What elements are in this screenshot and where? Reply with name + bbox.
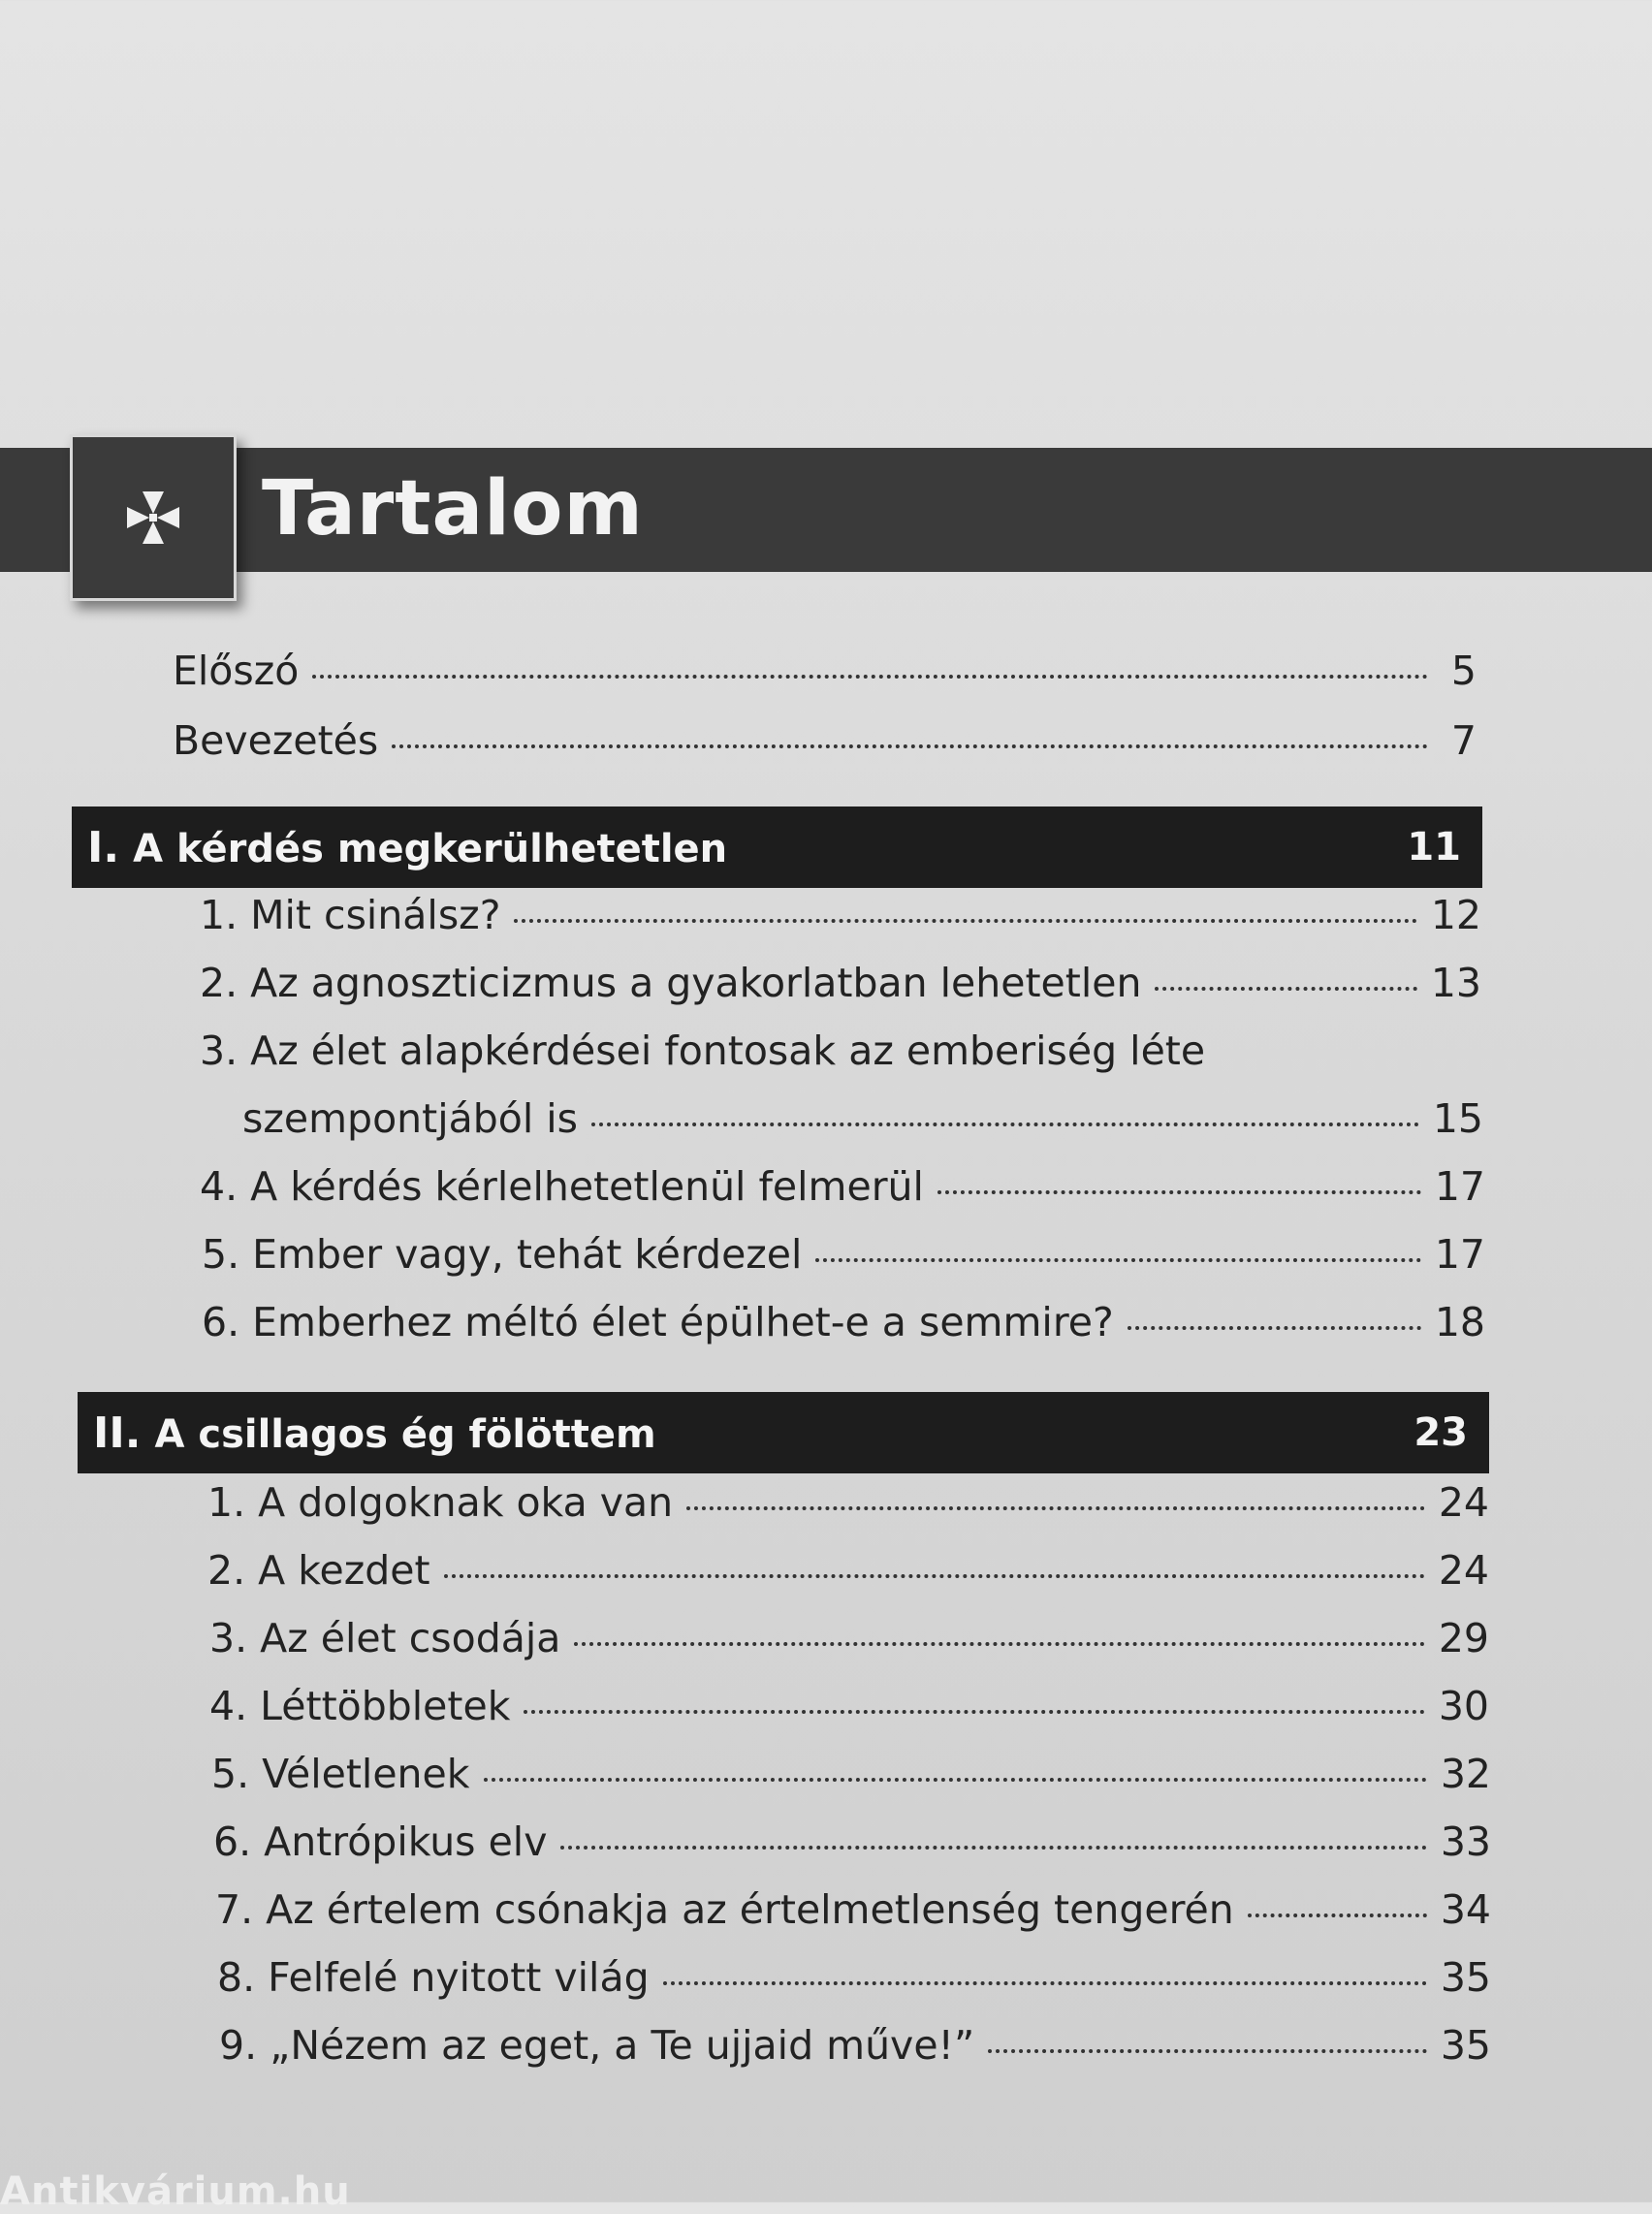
- leader-dots: [1128, 1326, 1421, 1330]
- toc-entry-page: 24: [1438, 1547, 1489, 1594]
- toc-entry[interactable]: [213, 1819, 1491, 1865]
- toc-entry-label: 3. Az élet csodája: [209, 1615, 561, 1661]
- toc-entry-page: 15: [1432, 1095, 1483, 1142]
- toc-entry-page: 17: [1434, 1231, 1485, 1278]
- toc-entry[interactable]: [202, 1231, 1485, 1278]
- leader-dots: [312, 675, 1428, 679]
- toc-entry-page: 29: [1438, 1615, 1489, 1661]
- toc-entry-label: 7. Az értelem csónakja az értelmetlenség tengerén: [215, 1886, 1234, 1933]
- toc-entry-label: 2. A kezdet: [207, 1547, 430, 1594]
- toc-entry[interactable]: [200, 960, 1481, 1006]
- leader-dots: [524, 1710, 1424, 1714]
- chapter-heading-2[interactable]: [78, 1392, 1489, 1473]
- toc-entry-page: 7: [1450, 717, 1477, 764]
- leader-dots: [1155, 987, 1416, 991]
- toc-entry[interactable]: [207, 1547, 1489, 1594]
- toc-entry[interactable]: [209, 1683, 1489, 1729]
- toc-entry-label: 8. Felfelé nyitott világ: [217, 1954, 650, 2001]
- chapter-page: 23: [1414, 1410, 1468, 1455]
- toc-entry-page: 5: [1450, 648, 1477, 694]
- leader-dots: [686, 1506, 1425, 1510]
- toc-entry-label: 9. „Nézem az eget, a Te ujjaid műve!”: [219, 2022, 975, 2069]
- leader-dots: [937, 1190, 1421, 1194]
- leader-dots: [514, 919, 1416, 923]
- toc-entry-page: 24: [1438, 1479, 1489, 1526]
- leader-dots: [560, 1846, 1426, 1850]
- chapter-page: 11: [1407, 825, 1461, 870]
- leader-dots: [574, 1642, 1424, 1646]
- toc-entry[interactable]: [219, 2022, 1491, 2069]
- toc-entry-label: 5. Ember vagy, tehát kérdezel: [202, 1231, 803, 1278]
- toc-entry-label: szempontjából is: [242, 1095, 579, 1142]
- toc-entry-label: Bevezetés: [173, 717, 379, 764]
- leader-dots: [988, 2049, 1427, 2053]
- toc-entry-foreword[interactable]: [173, 648, 1477, 694]
- toc-entry-label: 4. Léttöbbletek: [209, 1683, 511, 1729]
- chapter-number: II.: [93, 1407, 142, 1458]
- toc-entry[interactable]: [217, 1954, 1491, 2001]
- toc-entry[interactable]: [209, 1615, 1489, 1661]
- title-emblem: [70, 434, 237, 601]
- toc-entry-label: 6. Emberhez méltó élet épülhet-e a semmire?: [202, 1299, 1114, 1345]
- toc-entry-label: 6. Antrópikus elv: [213, 1819, 548, 1865]
- toc-entry-page: 35: [1440, 2022, 1491, 2069]
- toc-entry-label: Előszó: [173, 648, 300, 694]
- toc-entry-page: 18: [1434, 1299, 1485, 1345]
- toc-entry[interactable]: [200, 1163, 1485, 1210]
- toc-entry-introduction[interactable]: [173, 717, 1477, 764]
- toc-entry[interactable]: [211, 1751, 1491, 1797]
- chapter-title: A kérdés megkerülhetetlen: [133, 826, 728, 871]
- watermark: Antikvárium.hu: [0, 2169, 351, 2214]
- toc-entry-label[interactable]: 3. Az élet alapkérdései fontosak az emberiség léte: [200, 1028, 1206, 1074]
- toc-entry-page: 17: [1434, 1163, 1485, 1210]
- toc-entry-label: 4. A kérdés kérlelhetetlenül felmerül: [200, 1163, 924, 1210]
- leader-dots: [663, 1981, 1427, 1985]
- toc-entry-page: 35: [1440, 1954, 1491, 2001]
- leader-dots: [392, 744, 1428, 748]
- title-bar: [0, 448, 1652, 572]
- toc-entry[interactable]: [215, 1886, 1491, 1933]
- leader-dots: [1248, 1914, 1427, 1917]
- toc-entry-label: 1. A dolgoknak oka van: [207, 1479, 674, 1526]
- toc-entry[interactable]: [200, 892, 1481, 938]
- toc-entry-page: 34: [1440, 1886, 1491, 1933]
- toc-entry-label: 2. Az agnoszticizmus a gyakorlatban lehetetlen: [200, 960, 1142, 1006]
- toc-entry-page: 33: [1440, 1819, 1491, 1865]
- toc-entry-label: 1. Mit csinálsz?: [200, 892, 501, 938]
- toc-entry-page: 12: [1430, 892, 1481, 938]
- leader-dots: [444, 1574, 1425, 1578]
- chapter-number: I.: [87, 822, 120, 872]
- chapter-title: A csillagos ég fölöttem: [154, 1411, 656, 1457]
- leader-dots: [484, 1778, 1427, 1782]
- page-title: Tartalom: [262, 465, 644, 553]
- maltese-cross-icon: [123, 488, 183, 548]
- toc-entry-continuation[interactable]: [242, 1095, 1483, 1142]
- leader-dots: [591, 1123, 1419, 1126]
- toc-entry-page: 30: [1438, 1683, 1489, 1729]
- toc-entry-page: 13: [1430, 960, 1481, 1006]
- leader-dots: [815, 1258, 1420, 1262]
- toc-entry-label: 5. Véletlenek: [211, 1751, 470, 1797]
- chapter-heading-1[interactable]: [72, 807, 1482, 888]
- toc-entry[interactable]: [207, 1479, 1489, 1526]
- toc-entry[interactable]: [202, 1299, 1485, 1345]
- toc-entry-page: 32: [1440, 1751, 1491, 1797]
